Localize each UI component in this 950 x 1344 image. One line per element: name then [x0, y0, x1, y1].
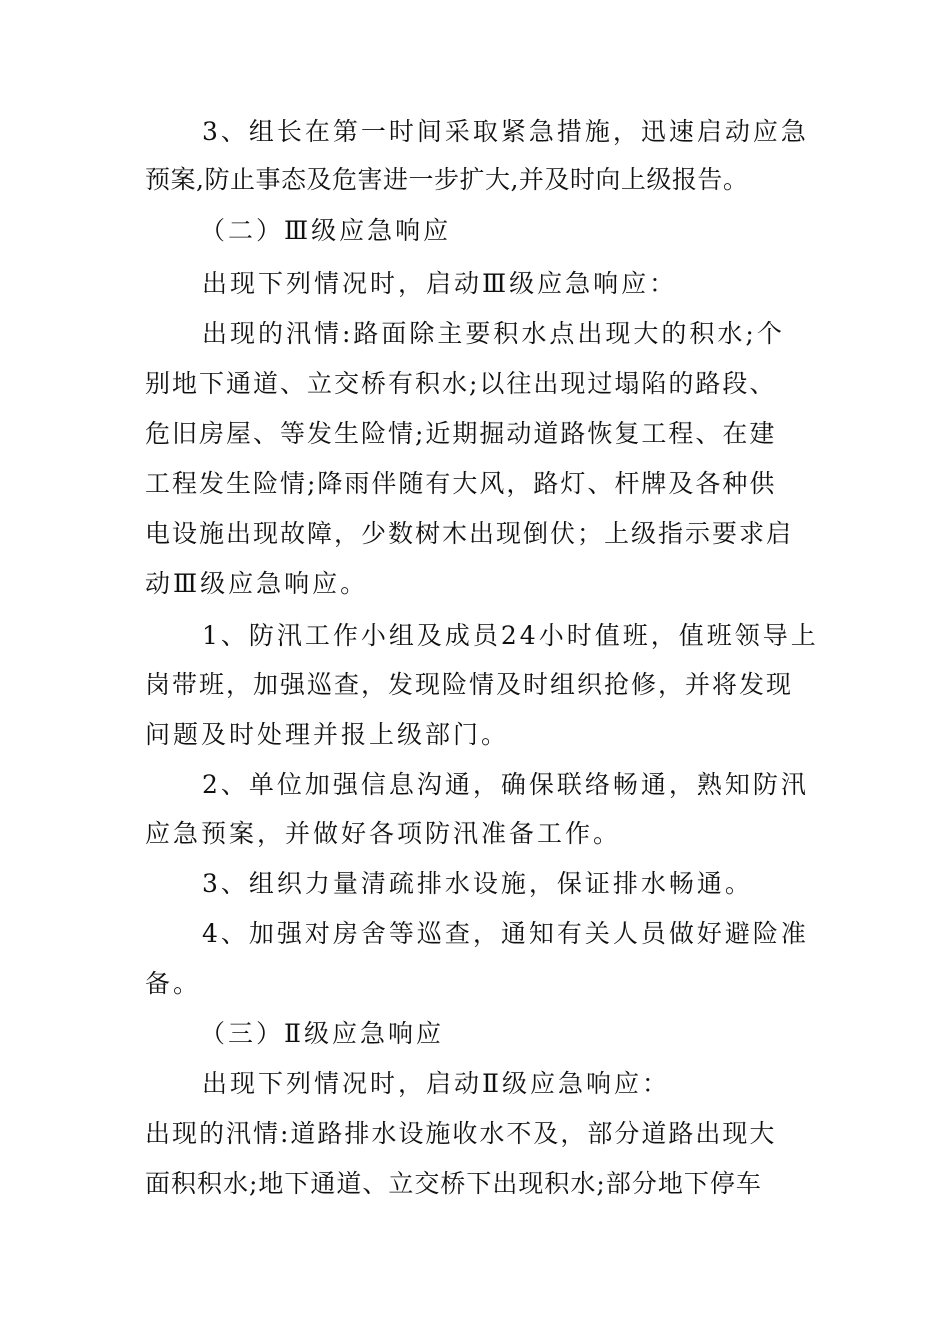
text-line: 出现下列情况时，启动Ⅱ级应急响应： [202, 1069, 670, 1098]
text-line: 面积积水;地下通道、立交桥下出现积水;部分地下停车 [145, 1169, 762, 1198]
text-line: 4、加强对房舍等巡查，通知有关人员做好避险准 [202, 919, 809, 948]
text-line: 问题及时处理并报上级部门。 [145, 720, 510, 749]
text-line: 1、防汛工作小组及成员24小时值班，值班领导上 [202, 621, 819, 650]
section-heading: （二）Ⅲ级应急响应 [200, 216, 452, 245]
text-line: 出现下列情况时，启动Ⅲ级应急响应： [202, 269, 678, 298]
text-line: 危旧房屋、等发生险情;近期掘动道路恢复工程、在建 [145, 419, 777, 448]
text-line: 动Ⅲ级应急响应。 [145, 569, 369, 598]
text-line: 3、组织力量清疏排水设施，保证排水畅通。 [202, 869, 753, 898]
text-line: 电设施出现故障，少数树木出现倒伏；上级指示要求启 [145, 519, 794, 548]
text-line: 出现的汛情:道路排水设施收水不及，部分道路出现大 [145, 1119, 777, 1148]
text-line: 出现的汛情:路面除主要积水点出现大的积水;个 [202, 319, 785, 348]
text-line: 2、单位加强信息沟通，确保联络畅通，熟知防汛 [202, 770, 809, 799]
text-line: 岗带班，加强巡查，发现险情及时组织抢修，并将发现 [145, 670, 794, 699]
section-heading: （三）Ⅱ级应急响应 [200, 1019, 444, 1048]
text-line: 预案,防止事态及危害进一步扩大,并及时向上级报告。 [145, 165, 749, 194]
text-line: 应急预案，并做好各项防汛准备工作。 [145, 819, 622, 848]
text-line: 3、组长在第一时间采取紧急措施，迅速启动应急 [202, 117, 809, 146]
text-line: 工程发生险情;降雨伴随有大风，路灯、杆牌及各种供 [145, 469, 777, 498]
text-line: 备。 [145, 969, 202, 998]
text-line: 别地下通道、立交桥有积水;以往出现过塌陷的路段、 [145, 369, 777, 398]
